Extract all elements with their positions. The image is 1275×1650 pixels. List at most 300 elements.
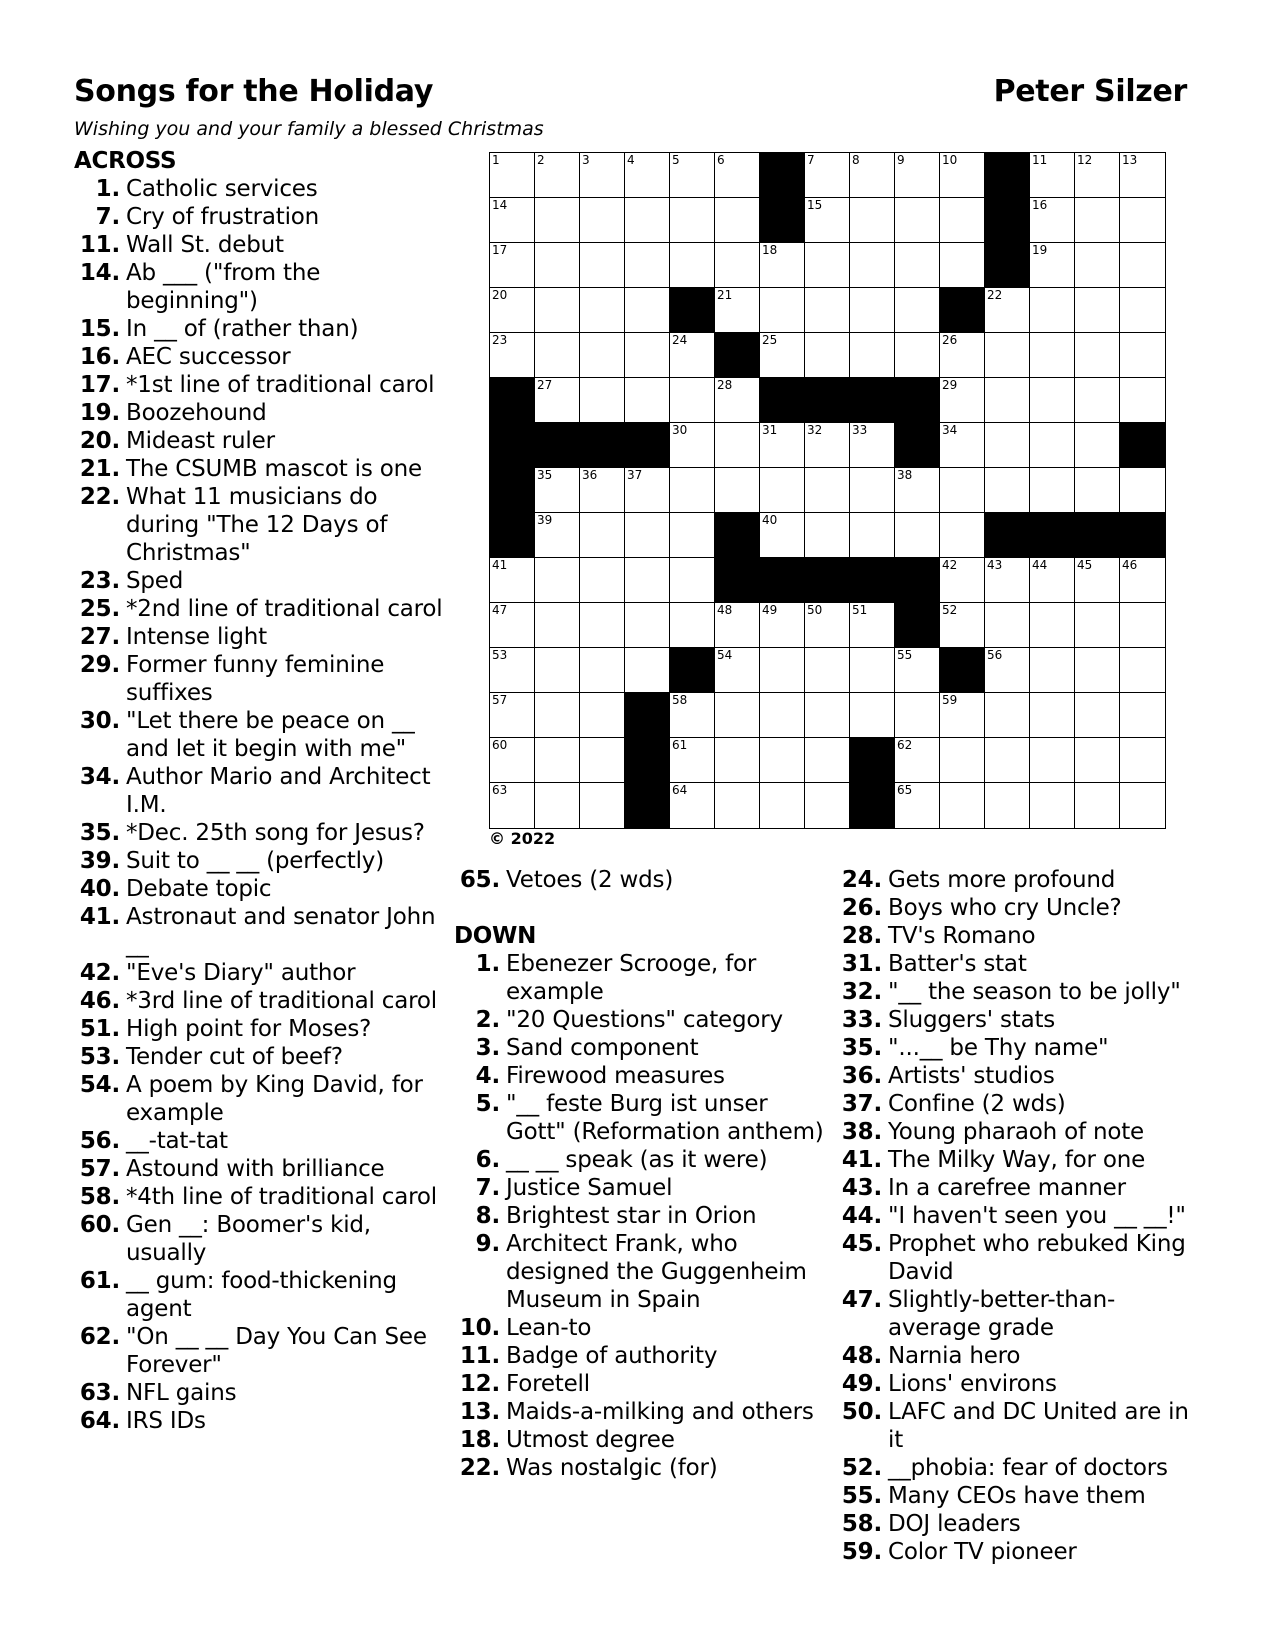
grid-cell[interactable] (670, 738, 715, 783)
grid-cell[interactable] (805, 333, 850, 378)
grid-cell[interactable] (1030, 738, 1075, 783)
grid-cell[interactable] (985, 558, 1030, 603)
across-clue (74, 875, 454, 903)
grid-cell[interactable] (490, 288, 535, 333)
grid-cell[interactable] (670, 243, 715, 288)
grid-cell[interactable] (625, 153, 670, 198)
grid-cell[interactable] (760, 423, 805, 468)
grid-cell[interactable] (1075, 288, 1120, 333)
grid-cell[interactable] (580, 243, 625, 288)
grid-cell[interactable] (850, 333, 895, 378)
grid-cell[interactable] (670, 603, 715, 648)
grid-cell[interactable] (985, 423, 1030, 468)
grid-cell[interactable] (805, 738, 850, 783)
clue-number: 13 . (454, 1398, 500, 1426)
grid-cell[interactable] (1075, 198, 1120, 243)
clue-text: __ __ speak (as it were) (506, 1147, 768, 1173)
grid-cell[interactable] (625, 333, 670, 378)
grid-cell[interactable] (1120, 378, 1165, 423)
across-clue (74, 623, 454, 651)
black-square (760, 198, 805, 243)
grid-cell[interactable] (490, 693, 535, 738)
clue-text: A poem by King David, for example (126, 1072, 423, 1126)
clue-number: 23 . (74, 567, 120, 595)
grid-cell[interactable] (535, 738, 580, 783)
grid-cell[interactable] (760, 603, 805, 648)
grid-cell[interactable] (715, 603, 760, 648)
cell-number: 57 (492, 693, 508, 707)
grid-cell[interactable] (850, 513, 895, 558)
grid-cell[interactable] (715, 693, 760, 738)
clue-text: Cry of frustration (126, 204, 320, 230)
cell-number: 7 (807, 153, 815, 167)
grid-cell[interactable] (940, 468, 985, 513)
grid-cell[interactable] (1075, 783, 1120, 828)
clue-number: 4 . (454, 1062, 500, 1090)
clue-number: 47 . (836, 1286, 882, 1342)
grid-cell[interactable] (580, 198, 625, 243)
grid-cell[interactable] (895, 693, 940, 738)
grid-cell[interactable] (535, 288, 580, 333)
grid-cell[interactable] (1075, 333, 1120, 378)
grid-cell[interactable] (985, 648, 1030, 693)
grid-cell[interactable] (670, 423, 715, 468)
grid-cell[interactable] (580, 378, 625, 423)
down-clue (836, 1454, 1206, 1482)
grid-cell[interactable] (940, 333, 985, 378)
clue-text: Young pharaoh of note (888, 1119, 1145, 1145)
grid-cell[interactable] (940, 558, 985, 603)
grid-cell[interactable] (715, 288, 760, 333)
grid-cell[interactable] (1030, 423, 1075, 468)
across-clue (74, 1155, 454, 1183)
grid-cell[interactable] (535, 558, 580, 603)
grid-cell[interactable] (805, 153, 850, 198)
grid-cell[interactable] (1075, 468, 1120, 513)
grid-cell[interactable] (940, 423, 985, 468)
grid-cell[interactable] (850, 288, 895, 333)
grid-cell[interactable] (535, 333, 580, 378)
grid-cell[interactable] (580, 153, 625, 198)
grid-cell[interactable] (535, 783, 580, 828)
grid-cell[interactable] (625, 243, 670, 288)
grid-cell[interactable] (985, 738, 1030, 783)
cell-number: 41 (492, 558, 508, 572)
clue-text: *3rd line of traditional carol (126, 988, 437, 1014)
grid-cell[interactable] (895, 468, 940, 513)
across-clue (74, 1015, 454, 1043)
clue-text: IRS IDs (126, 1408, 206, 1434)
grid-cell[interactable] (1030, 783, 1075, 828)
clue-text: High point for Moses? (126, 1016, 372, 1042)
grid-cell[interactable] (895, 513, 940, 558)
clue-text: AEC successor (126, 344, 291, 370)
grid-cell[interactable] (580, 648, 625, 693)
grid-cell[interactable] (580, 738, 625, 783)
cell-number: 30 (672, 423, 688, 437)
grid-cell[interactable] (895, 738, 940, 783)
grid-cell[interactable] (940, 603, 985, 648)
grid-cell[interactable] (760, 648, 805, 693)
grid-cell[interactable] (850, 468, 895, 513)
crossword-grid[interactable] (489, 152, 1166, 829)
grid-cell[interactable] (670, 153, 715, 198)
black-square (940, 288, 985, 333)
clue-text: *Dec. 25th song for Jesus? (126, 820, 425, 846)
grid-cell[interactable] (580, 693, 625, 738)
grid-cell[interactable] (1120, 243, 1165, 288)
black-square (1030, 513, 1075, 558)
grid-cell[interactable] (985, 693, 1030, 738)
grid-cell[interactable] (1030, 378, 1075, 423)
grid-cell[interactable] (715, 198, 760, 243)
grid-cell[interactable] (580, 333, 625, 378)
grid-cell[interactable] (1030, 558, 1075, 603)
grid-cell[interactable] (535, 603, 580, 648)
across-clue (74, 1407, 454, 1435)
grid-cell[interactable] (535, 153, 580, 198)
grid-cell[interactable] (1120, 783, 1165, 828)
cell-number: 64 (672, 783, 688, 797)
across-clue (74, 343, 454, 371)
black-square (850, 558, 895, 603)
grid-cell[interactable] (1030, 288, 1075, 333)
grid-cell[interactable] (895, 333, 940, 378)
clue-text: Artists' studios (888, 1063, 1055, 1089)
grid-cell[interactable] (1075, 738, 1120, 783)
cell-number: 38 (897, 468, 913, 482)
clue-number: 8 . (454, 1202, 500, 1230)
down-clue (836, 950, 1206, 978)
clue-text: Brightest star in Orion (506, 1203, 757, 1229)
cell-number: 65 (897, 783, 913, 797)
grid-cell[interactable] (670, 333, 715, 378)
grid-cell[interactable] (670, 378, 715, 423)
grid-cell[interactable] (490, 603, 535, 648)
grid-cell[interactable] (895, 198, 940, 243)
grid-cell[interactable] (805, 693, 850, 738)
grid-cell[interactable] (895, 648, 940, 693)
grid-cell[interactable] (670, 198, 715, 243)
cell-number: 63 (492, 783, 508, 797)
across-clue (74, 1071, 454, 1127)
across-clue (74, 1127, 454, 1155)
grid-cell[interactable] (1030, 468, 1075, 513)
grid-cell[interactable] (715, 468, 760, 513)
grid-cell[interactable] (940, 198, 985, 243)
grid-cell[interactable] (670, 468, 715, 513)
grid-cell[interactable] (940, 783, 985, 828)
grid-cell[interactable] (625, 198, 670, 243)
grid-cell[interactable] (1030, 153, 1075, 198)
grid-cell[interactable] (1030, 603, 1075, 648)
grid-cell[interactable] (490, 738, 535, 783)
grid-cell[interactable] (625, 378, 670, 423)
black-square (1120, 423, 1165, 468)
grid-cell[interactable] (625, 558, 670, 603)
grid-cell[interactable] (580, 513, 625, 558)
grid-cell[interactable] (985, 783, 1030, 828)
black-square (625, 738, 670, 783)
grid-cell[interactable] (670, 558, 715, 603)
grid-cell[interactable] (1075, 693, 1120, 738)
clue-text: Prophet who rebuked King David (888, 1231, 1186, 1285)
grid-cell[interactable] (850, 153, 895, 198)
grid-cell[interactable] (490, 333, 535, 378)
down-clue (836, 866, 1206, 894)
grid-cell[interactable] (715, 738, 760, 783)
clue-number: 2 . (454, 1006, 500, 1034)
clue-number: 59 . (836, 1538, 882, 1566)
grid-cell[interactable] (940, 153, 985, 198)
grid-cell[interactable] (940, 738, 985, 783)
grid-cell[interactable] (1075, 153, 1120, 198)
grid-cell[interactable] (580, 558, 625, 603)
grid-cell[interactable] (895, 783, 940, 828)
cell-number: 39 (537, 513, 553, 527)
grid-cell[interactable] (670, 513, 715, 558)
clue-number: 37 . (836, 1090, 882, 1118)
clue-text: Astronaut and senator John __ (126, 904, 436, 958)
clue-text: "I haven't seen you __ __!" (888, 1203, 1186, 1229)
grid-cell[interactable] (760, 513, 805, 558)
clue-number: 41 . (74, 903, 120, 959)
cell-number: 56 (987, 648, 1003, 662)
grid-cell[interactable] (1030, 243, 1075, 288)
clue-number: 52 . (836, 1454, 882, 1482)
clue-number: 15 . (74, 315, 120, 343)
grid-cell[interactable] (985, 603, 1030, 648)
grid-cell[interactable] (535, 693, 580, 738)
clue-text: "__ feste Burg ist unser Gott" (Reformation anthem) (506, 1091, 824, 1145)
across-clue (74, 763, 454, 819)
cell-number: 24 (672, 333, 688, 347)
cell-number: 54 (717, 648, 733, 662)
cell-number: 52 (942, 603, 958, 617)
grid-cell[interactable] (535, 378, 580, 423)
grid-cell[interactable] (1120, 558, 1165, 603)
clue-number: 11 . (74, 231, 120, 259)
grid-cell[interactable] (850, 693, 895, 738)
grid-cell[interactable] (715, 783, 760, 828)
across-clue (74, 455, 454, 483)
grid-cell[interactable] (805, 648, 850, 693)
clues-column-right (836, 866, 1206, 1566)
black-square (490, 513, 535, 558)
grid-cell[interactable] (535, 468, 580, 513)
grid-cell[interactable] (895, 153, 940, 198)
grid-cell[interactable] (625, 468, 670, 513)
clue-number: 42 . (74, 959, 120, 987)
clue-text: Astound with brilliance (126, 1156, 385, 1182)
grid-cell[interactable] (895, 288, 940, 333)
clue-number: 41 . (836, 1146, 882, 1174)
clue-text: "On __ __ Day You Can See Forever" (126, 1324, 427, 1378)
grid-cell[interactable] (715, 243, 760, 288)
clue-text: Badge of authority (506, 1343, 718, 1369)
grid-cell[interactable] (850, 603, 895, 648)
grid-cell[interactable] (760, 333, 805, 378)
clue-number: 25 . (74, 595, 120, 623)
grid-cell[interactable] (1120, 738, 1165, 783)
black-square (985, 513, 1030, 558)
grid-cell[interactable] (940, 693, 985, 738)
grid-cell[interactable] (490, 783, 535, 828)
grid-cell[interactable] (805, 603, 850, 648)
grid-cell[interactable] (625, 603, 670, 648)
grid-cell[interactable] (490, 648, 535, 693)
grid-cell[interactable] (805, 198, 850, 243)
clue-number: 21 . (74, 455, 120, 483)
black-square (985, 243, 1030, 288)
across-clue (74, 427, 454, 455)
grid-cell[interactable] (985, 468, 1030, 513)
across-clue (74, 847, 454, 875)
grid-cell[interactable] (1075, 423, 1120, 468)
grid-cell[interactable] (580, 288, 625, 333)
grid-cell[interactable] (715, 648, 760, 693)
clue-text: Sped (126, 568, 184, 594)
grid-cell[interactable] (1120, 198, 1165, 243)
down-clue (836, 1146, 1206, 1174)
grid-cell[interactable] (670, 693, 715, 738)
grid-cell[interactable] (1120, 468, 1165, 513)
down-clue (836, 1370, 1206, 1398)
across-clue (74, 315, 454, 343)
across-clue (74, 707, 454, 763)
clue-text: Color TV pioneer (888, 1539, 1077, 1565)
grid-cell[interactable] (940, 513, 985, 558)
grid-cell[interactable] (895, 243, 940, 288)
grid-cell[interactable] (670, 783, 715, 828)
clue-text: Slightly-better-than-average grade (888, 1287, 1116, 1341)
grid-cell[interactable] (805, 423, 850, 468)
black-square (850, 738, 895, 783)
clue-text: Gets more profound (888, 867, 1116, 893)
grid-cell[interactable] (1075, 558, 1120, 603)
black-square (625, 783, 670, 828)
grid-cell[interactable] (715, 153, 760, 198)
grid-cell[interactable] (805, 513, 850, 558)
clue-text: *4th line of traditional carol (126, 1184, 437, 1210)
across-clue (74, 595, 454, 623)
grid-cell[interactable] (805, 783, 850, 828)
grid-cell[interactable] (715, 423, 760, 468)
grid-cell[interactable] (535, 243, 580, 288)
grid-cell[interactable] (1120, 603, 1165, 648)
grid-cell[interactable] (1120, 288, 1165, 333)
cell-number: 37 (627, 468, 643, 482)
grid-cell[interactable] (490, 558, 535, 603)
grid-cell[interactable] (760, 243, 805, 288)
grid-cell[interactable] (1120, 648, 1165, 693)
copyright-notice: © 2022 (489, 829, 556, 848)
clue-text: Firewood measures (506, 1063, 725, 1089)
grid-cell[interactable] (940, 378, 985, 423)
black-square (760, 153, 805, 198)
grid-cell[interactable] (580, 468, 625, 513)
grid-cell[interactable] (715, 378, 760, 423)
grid-cell[interactable] (760, 783, 805, 828)
grid-cell[interactable] (535, 513, 580, 558)
grid-cell[interactable] (940, 243, 985, 288)
grid-cell[interactable] (985, 288, 1030, 333)
grid-cell[interactable] (850, 198, 895, 243)
grid-cell[interactable] (1075, 243, 1120, 288)
clue-text: __phobia: fear of doctors (888, 1455, 1168, 1481)
grid-cell[interactable] (760, 468, 805, 513)
grid-cell[interactable] (1030, 198, 1075, 243)
clue-number: 31 . (836, 950, 882, 978)
clue-number: 53 . (74, 1043, 120, 1071)
grid-cell[interactable] (1075, 603, 1120, 648)
grid-cell[interactable] (760, 288, 805, 333)
grid-cell[interactable] (1120, 153, 1165, 198)
clue-number: 48 . (836, 1342, 882, 1370)
cell-number: 46 (1122, 558, 1138, 572)
clue-text: Sand component (506, 1035, 699, 1061)
down-clue (454, 1174, 834, 1202)
clue-number: 45 . (836, 1230, 882, 1286)
grid-cell[interactable] (625, 288, 670, 333)
clue-text: "__ the season to be jolly" (888, 979, 1181, 1005)
grid-cell[interactable] (985, 333, 1030, 378)
grid-cell[interactable] (850, 423, 895, 468)
grid-cell[interactable] (535, 198, 580, 243)
across-clue (74, 371, 454, 399)
grid-cell[interactable] (625, 513, 670, 558)
grid-cell[interactable] (1075, 648, 1120, 693)
grid-cell[interactable] (850, 243, 895, 288)
black-square (580, 423, 625, 468)
grid-cell[interactable] (805, 288, 850, 333)
cell-number: 14 (492, 198, 508, 212)
grid-cell[interactable] (850, 648, 895, 693)
grid-cell[interactable] (490, 198, 535, 243)
grid-cell[interactable] (1075, 378, 1120, 423)
grid-cell[interactable] (580, 783, 625, 828)
grid-cell[interactable] (760, 693, 805, 738)
grid-cell[interactable] (1120, 333, 1165, 378)
grid-cell[interactable] (625, 648, 670, 693)
cell-number: 26 (942, 333, 958, 347)
grid-cell[interactable] (760, 738, 805, 783)
grid-cell[interactable] (580, 603, 625, 648)
grid-cell[interactable] (1030, 693, 1075, 738)
black-square (1075, 513, 1120, 558)
cell-number: 40 (762, 513, 778, 527)
grid-cell[interactable] (805, 468, 850, 513)
grid-cell[interactable] (490, 243, 535, 288)
clue-number: 3 . (454, 1034, 500, 1062)
grid-cell[interactable] (985, 378, 1030, 423)
grid-cell[interactable] (1030, 333, 1075, 378)
clue-text: Confine (2 wds) (888, 1091, 1066, 1117)
clue-number: 63 . (74, 1379, 120, 1407)
clue-number: 29 . (74, 651, 120, 707)
grid-cell[interactable] (1120, 693, 1165, 738)
down-clue (836, 1538, 1206, 1566)
grid-cell[interactable] (535, 648, 580, 693)
grid-cell[interactable] (805, 243, 850, 288)
clue-number: 36 . (836, 1062, 882, 1090)
black-square (715, 333, 760, 378)
grid-cell[interactable] (490, 153, 535, 198)
clue-text: What 11 musicians do during "The 12 Days of Christmas" (126, 484, 388, 566)
across-clue-list-continued (454, 866, 834, 894)
cell-number: 2 (537, 153, 545, 167)
grid-cell[interactable] (1030, 648, 1075, 693)
